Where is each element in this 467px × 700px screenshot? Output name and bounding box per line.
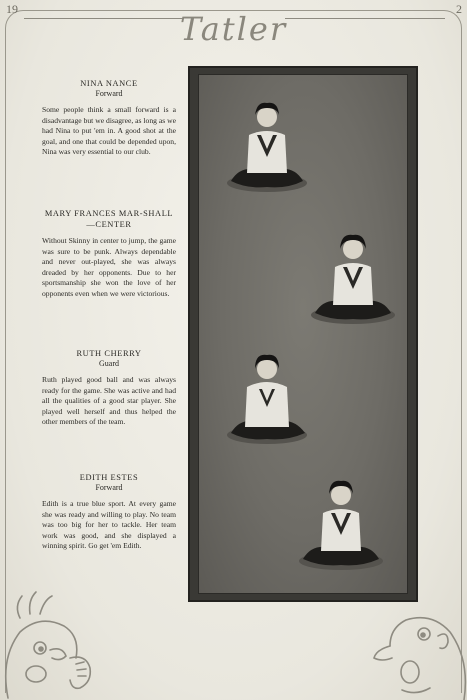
player-description: Edith is a true blue sport. At every game she was ready and willing to play. No team was too big for her to tackle. Her team work was good, and she displayed a winning spirit. Go get 'em Edith.	[42, 499, 176, 551]
entry-nina-nance	[42, 78, 176, 158]
page-number-left: 19	[6, 2, 18, 16]
cartoon-face-right-icon	[360, 590, 467, 700]
page-number-right: 2	[456, 2, 462, 16]
player-position: Forward	[95, 89, 123, 98]
player-name: EDITH ESTES	[79, 473, 139, 482]
player-description: Without Skinny in center to jump, the game was sure to be punk. Always dependable and never out-played, she was always dreaded by her opponents. Due to her sportsmanship she won the love of her opponents even when we were victorious.	[42, 236, 176, 298]
player-photo-ruth-cherry	[217, 347, 317, 447]
cartoon-face-left-icon	[0, 588, 112, 700]
photo-background	[198, 74, 408, 594]
player-position: Guard	[99, 359, 119, 368]
player-name: NINA NANCE	[80, 79, 138, 88]
entry-mary-frances-marshall	[42, 208, 176, 300]
player-position: Forward	[95, 483, 123, 492]
player-name: RUTH CHERRY	[76, 349, 142, 358]
player-description: Ruth played good ball and was always ready for the game. She was active and had all the qualities of a good star player. She played well herself and thus helped the other members of the team.	[42, 375, 176, 427]
entry-edith-estes	[42, 472, 176, 552]
entry-ruth-cherry	[42, 348, 176, 428]
player-description: Some people think a small forward is a disadvantage but we disagree, as long as we had Nina to put 'em in. A good shot at the goal, and one that could be depended upon, Nina was very essential to our club.	[42, 105, 176, 157]
player-name: MARY FRANCES MAR-SHALL—CENTER	[44, 209, 174, 229]
player-photo-mary-frances-marshall	[303, 227, 403, 327]
player-photo-nina-nance	[217, 95, 317, 195]
team-photo-panel	[188, 66, 418, 602]
page-title: Tatler	[179, 10, 288, 48]
player-photo-edith-estes	[291, 473, 391, 573]
